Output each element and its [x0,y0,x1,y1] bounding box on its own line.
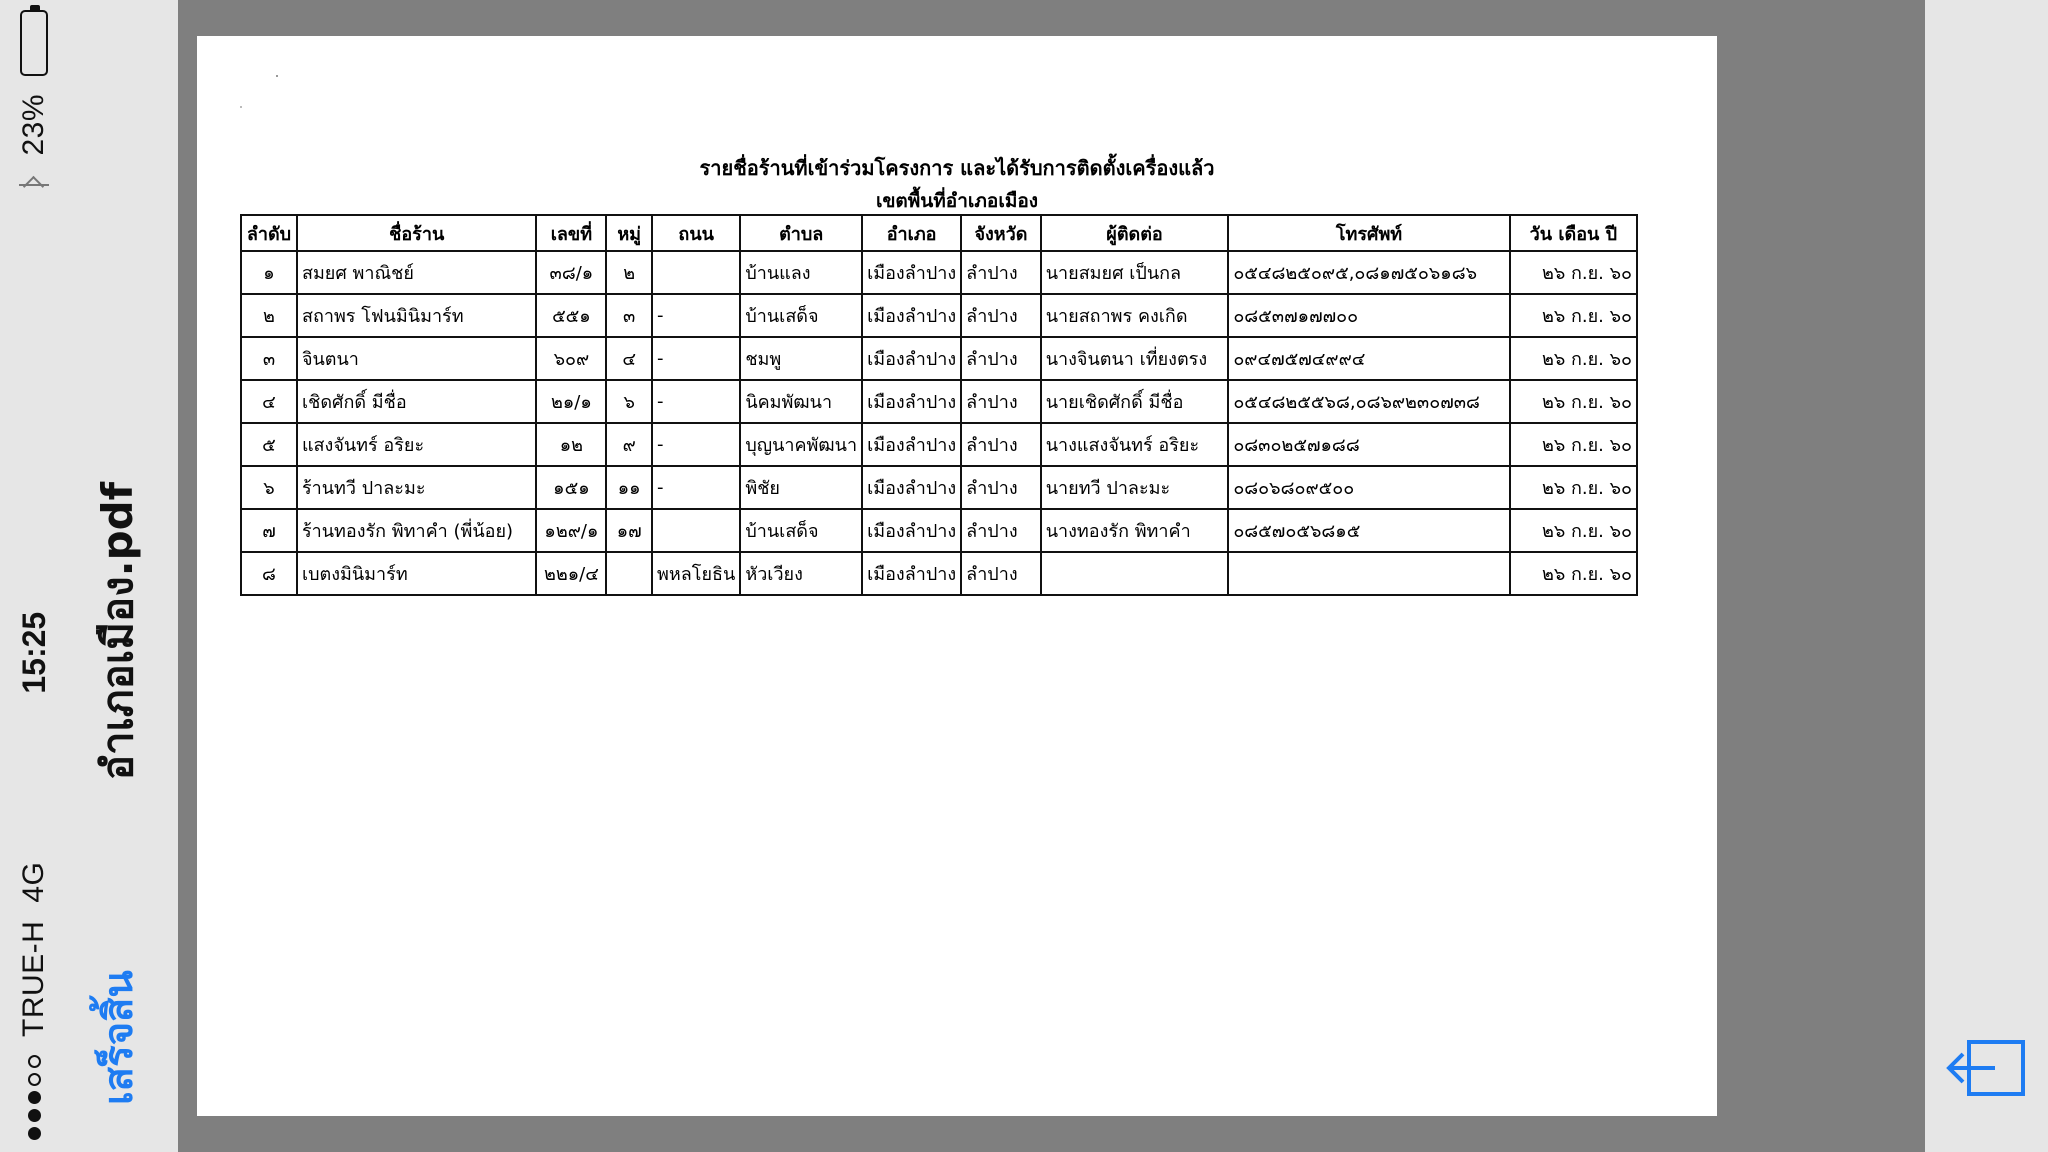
table-cell: ๒๖ ก.ย. ๖๐ [1510,466,1637,509]
table-cell: ๐๘๕๗๐๕๖๘๑๕ [1228,509,1509,552]
table-cell: ๔ [606,337,652,380]
share-icon[interactable] [1945,1038,2027,1100]
table-row [241,423,1637,466]
document-title: อำเภอเมือง.pdf [93,482,142,781]
carrier-name: TRUE-H [17,920,50,1037]
table-cell: นางทองรัก พิทาคำ [1041,509,1229,552]
table-cell: นายสถาพร คงเกิด [1041,294,1229,337]
table-cell: เมืองลำปาง [862,509,961,552]
column-header: เลขที่ [536,215,606,251]
table-cell: ๐๙๔๗๕๗๔๙๙๔ [1228,337,1509,380]
column-header: ลำดับ [241,215,297,251]
table-cell: บ้านเสด็จ [740,294,862,337]
column-header: อำเภอ [862,215,961,251]
done-button[interactable]: เสร็จสิ้น [96,970,142,1105]
table-row [241,552,1637,595]
network-type: 4G [17,861,50,903]
table-row [241,294,1637,337]
table-cell: เมืองลำปาง [862,423,961,466]
table-cell: นายทวี ปาละมะ [1041,466,1229,509]
table-cell [652,251,740,294]
table-cell: บ้านเสด็จ [740,509,862,552]
document-heading: รายชื่อร้านที่เข้าร่วมโครงการ และได้รับการติดตั้งเครื่องแล้ว [699,156,1215,180]
document-subheading: เขตพื้นที่อำเภอเมือง [875,190,1039,212]
table-cell: ๐๘๕๓๗๑๗๗๐๐ [1228,294,1509,337]
table-cell: นิคมพัฒนา [740,380,862,423]
table-cell: ๐๘๓๐๒๕๗๑๘๘ [1228,423,1509,466]
table-cell: เมืองลำปาง [862,466,961,509]
table-cell: ๐๘๐๖๘๐๙๕๐๐ [1228,466,1509,509]
store-table [240,214,1638,596]
table-cell: ๙ [606,423,652,466]
bluetooth-icon [19,174,49,196]
table-cell: เมืองลำปาง [862,337,961,380]
table-cell: ๒ [606,251,652,294]
table-cell: จินตนา [297,337,537,380]
right-toolbar [1925,0,2048,1152]
table-cell: บ้านแลง [740,251,862,294]
table-cell: ๒๖ ก.ย. ๖๐ [1510,251,1637,294]
table-cell: ๒๑/๑ [536,380,606,423]
table-cell: ลำปาง [961,509,1041,552]
table-cell: นายสมยศ เป็นกล [1041,251,1229,294]
status-bar [0,0,178,1152]
table-cell: ๗ [241,509,297,552]
table-cell: แสงจันทร์ อริยะ [297,423,537,466]
table-cell: ๐๕๔๘๒๕๐๙๕,๐๘๑๗๕๐๖๑๘๖ [1228,251,1509,294]
table-cell: ๑ [241,251,297,294]
table-cell: สถาพร โฟนมินิมาร์ท [297,294,537,337]
table-cell: ลำปาง [961,294,1041,337]
table-row [241,509,1637,552]
column-header: ผู้ติดต่อ [1041,215,1229,251]
column-header: โทรศัพท์ [1228,215,1509,251]
table-cell: ๒๒๑/๔ [536,552,606,595]
table-row [241,466,1637,509]
table-cell: ลำปาง [961,552,1041,595]
table-cell: เมืองลำปาง [862,251,961,294]
table-cell: ๒๖ ก.ย. ๖๐ [1510,380,1637,423]
table-row [241,337,1637,380]
table-cell: เชิดศักดิ์ มีชื่อ [297,380,537,423]
table-cell: ๒๖ ก.ย. ๖๐ [1510,552,1637,595]
table-cell: ลำปาง [961,337,1041,380]
table-cell: ๐๕๔๘๒๕๕๖๘,๐๘๖๙๒๓๐๗๓๘ [1228,380,1509,423]
table-cell: เมืองลำปาง [862,294,961,337]
table-cell: ลำปาง [961,251,1041,294]
table-cell: บุญนาคพัฒนา [740,423,862,466]
table-cell: ๒๖ ก.ย. ๖๐ [1510,509,1637,552]
table-cell: - [652,423,740,466]
table-cell: เบตงมินิมาร์ท [297,552,537,595]
table-cell: หัวเวียง [740,552,862,595]
table-cell: พหลโยธิน [652,552,740,595]
column-header: ตำบล [740,215,862,251]
table-cell: ๖ [606,380,652,423]
table-row [241,251,1637,294]
table-cell: ร้านทวี ปาละมะ [297,466,537,509]
table-cell: - [652,294,740,337]
table-cell: ๘ [241,552,297,595]
table-cell: ๒๖ ก.ย. ๖๐ [1510,294,1637,337]
table-cell: ชมพู [740,337,862,380]
table-cell: ๑๗ [606,509,652,552]
table-cell: เมืองลำปาง [862,552,961,595]
table-cell: ร้านทองรัก พิทาคำ (พี่น้อย) [297,509,537,552]
table-row [241,380,1637,423]
table-header-row [241,215,1637,251]
table-cell [652,509,740,552]
scan-speck [276,75,278,77]
table-cell: ๓ [241,337,297,380]
table-cell: - [652,466,740,509]
table-cell: นางจินตนา เที่ยงตรง [1041,337,1229,380]
table-cell: ๓ [606,294,652,337]
table-cell: ลำปาง [961,466,1041,509]
nav-bar [88,5,148,1105]
table-cell: ๑๒ [536,423,606,466]
table-cell [1041,552,1229,595]
status-time: 15:25 [15,611,52,694]
table-cell: ๑๑ [606,466,652,509]
table-cell: เมืองลำปาง [862,380,961,423]
column-header: วัน เดือน ปี [1510,215,1637,251]
battery-icon [20,10,48,76]
table-cell: นายเชิดศักดิ์ มีชื่อ [1041,380,1229,423]
table-cell: ลำปาง [961,380,1041,423]
table-cell: - [652,337,740,380]
table-cell: ๖๐๙ [536,337,606,380]
table-cell: - [652,380,740,423]
table-cell: ๖ [241,466,297,509]
table-cell: ๕๕๑ [536,294,606,337]
table-cell: ๒ [241,294,297,337]
table-cell [606,552,652,595]
column-header: จังหวัด [961,215,1041,251]
signal-strength-icon [28,1055,41,1140]
table-cell: ๒๖ ก.ย. ๖๐ [1510,423,1637,466]
table-cell: พิชัย [740,466,862,509]
table-cell: ๑๒๙/๑ [536,509,606,552]
scan-speck [240,106,242,108]
table-cell: ๒๖ ก.ย. ๖๐ [1510,337,1637,380]
column-header: ชื่อร้าน [297,215,537,251]
column-header: ถนน [652,215,740,251]
table-cell: ลำปาง [961,423,1041,466]
battery-percent: 23% [17,94,50,156]
table-cell: ๑๕๑ [536,466,606,509]
table-cell [1228,552,1509,595]
table-cell: ๓๘/๑ [536,251,606,294]
table-cell: ๔ [241,380,297,423]
table-cell: นางแสงจันทร์ อริยะ [1041,423,1229,466]
table-cell: สมยศ พาณิชย์ [297,251,537,294]
table-cell: ๕ [241,423,297,466]
column-header: หมู่ [606,215,652,251]
